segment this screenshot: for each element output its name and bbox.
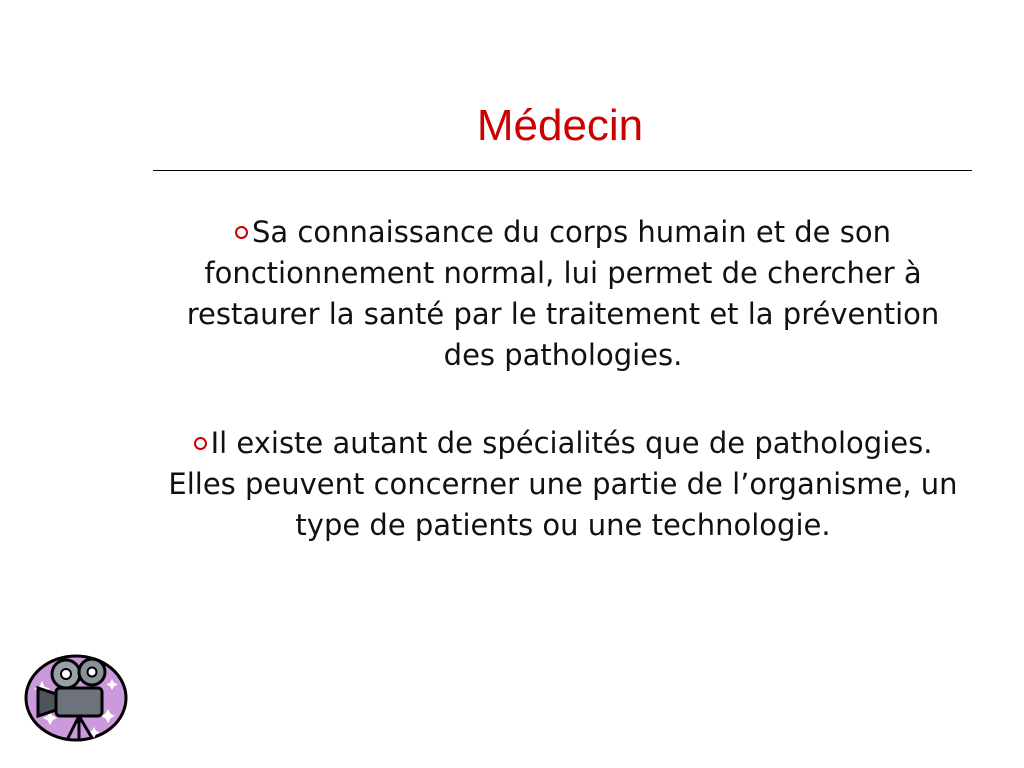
bullet-item <box>160 212 966 376</box>
bullet-text: Sa connaissance du corps humain et de son fonctionnement normal, lui permet de chercher à restaurer la santé par le traitement et la prévention des pathologies. <box>186 215 940 372</box>
slide-body <box>160 212 966 593</box>
bullet-item <box>160 423 966 546</box>
hollow-circle-bullet-icon <box>194 437 207 450</box>
hollow-circle-bullet-icon <box>235 226 248 239</box>
movie-camera-icon <box>22 652 130 744</box>
title-divider <box>153 170 972 171</box>
bullet-text: Il existe autant de spécialités que de pathologies. Elles peuvent concerner une partie de l’organisme, un type de patients ou une technologie. <box>168 426 958 542</box>
slide-title: Médecin <box>476 101 644 150</box>
